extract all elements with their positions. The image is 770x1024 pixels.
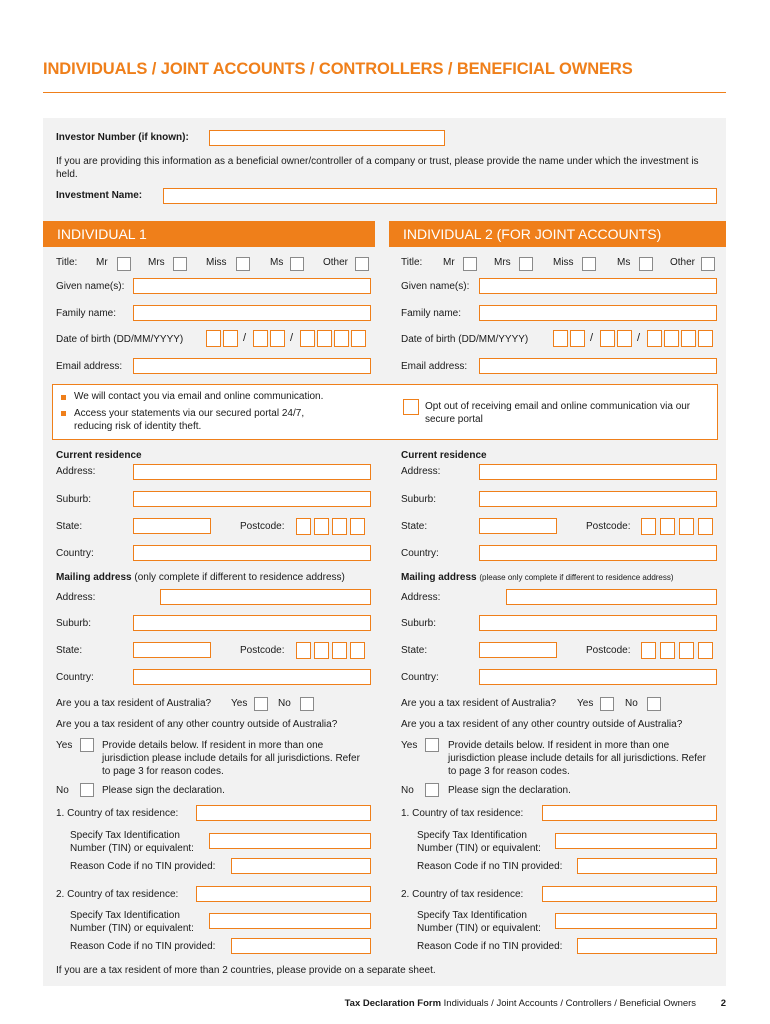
mr-checkbox-2[interactable] — [463, 257, 477, 271]
state-label-2: State: — [401, 521, 428, 532]
country-tax-input-1-2[interactable] — [196, 886, 371, 902]
page-title: INDIVIDUALS / JOINT ACCOUNTS / CONTROLLERS / BENEFICIAL OWNERS — [43, 60, 633, 78]
mailing-title-2: Mailing address — [401, 572, 477, 583]
mailing-title-1: Mailing address — [56, 572, 132, 583]
title-label-2: Title: — [401, 257, 423, 268]
dob-year-1-digit-3[interactable] — [334, 330, 349, 347]
mailing-postcode-2-digit-1[interactable] — [641, 642, 656, 659]
dob-day-2-digit-1[interactable] — [553, 330, 568, 347]
tax-aus-no-label-2: No — [625, 698, 638, 709]
postcode-2-digit-2[interactable] — [660, 518, 675, 535]
provide-details-text-2: Provide details below. If resident in more than one jurisdiction please include details for all jurisdictions. Refer to page 3 for reason codes. — [448, 740, 706, 777]
dob-year-1-digit-2[interactable] — [317, 330, 332, 347]
postcode-label-2: Postcode: — [586, 521, 631, 532]
mailing-postcode-2-digit-2[interactable] — [660, 642, 675, 659]
email-label-2: Email address: — [401, 361, 468, 372]
mrs-label-1: Mrs — [148, 257, 165, 268]
tax-aus-no-checkbox-1[interactable] — [300, 697, 314, 711]
tin-input-2-2[interactable] — [555, 913, 717, 929]
mailing-country-label-2: Country: — [401, 672, 439, 683]
mailing-country-input-1[interactable] — [133, 669, 371, 685]
dob-year-2-digit-4[interactable] — [698, 330, 713, 347]
mailing-postcode-1-digit-3[interactable] — [332, 642, 347, 659]
tax-other-no-label-1: No — [56, 785, 69, 796]
reason-label-1-1: Reason Code if no TIN provided: — [70, 861, 216, 872]
separate-sheet-note: If you are a tax resident of more than 2 countries, please provide on a separate sheet. — [56, 965, 436, 976]
country-tax-input-1-1[interactable] — [196, 805, 371, 821]
investment-name-input[interactable] — [163, 188, 717, 204]
provide-details-text-1: Provide details below. If resident in more than one jurisdiction please include details for all jurisdictions. Refer to page 3 for reason codes. — [102, 740, 360, 777]
address-label-2: Address: — [401, 466, 441, 477]
mailing-state-input-1[interactable] — [133, 642, 211, 658]
bullet-icon-1 — [61, 395, 66, 400]
tax-other-no-checkbox-1[interactable] — [80, 783, 94, 797]
mr-label-2: Mr — [443, 257, 455, 268]
tax-aus-yes-checkbox-1[interactable] — [254, 697, 268, 711]
title-label-1: Title: — [56, 257, 78, 268]
dob-day-1-digit-2[interactable] — [223, 330, 238, 347]
mr-label-1: Mr — [96, 257, 108, 268]
reason-input-1-2[interactable] — [231, 938, 371, 954]
mailing-suburb-input-2[interactable] — [479, 615, 717, 631]
mailing-heading-2 — [401, 572, 674, 583]
footer-form-title: Tax Declaration Form — [344, 998, 442, 1009]
reason-label-2-1: Reason Code if no TIN provided: — [417, 861, 563, 872]
dob-year-2-digit-3[interactable] — [681, 330, 696, 347]
mailing-postcode-2-digit-3[interactable] — [679, 642, 694, 659]
ms-label-2: Ms — [617, 257, 631, 268]
mailing-heading-1 — [56, 572, 345, 583]
dob-month-1-digit-2[interactable] — [270, 330, 285, 347]
state-input-1[interactable] — [133, 518, 211, 534]
postcode-1-digit-4[interactable] — [350, 518, 365, 535]
reason-label-2-2: Reason Code if no TIN provided: — [417, 941, 563, 952]
miss-checkbox-1[interactable] — [236, 257, 250, 271]
family-name-label-1: Family name: — [56, 308, 117, 319]
mailing-postcode-2-digit-4[interactable] — [698, 642, 713, 659]
family-name-input-2[interactable] — [479, 305, 717, 321]
email-input-2[interactable] — [479, 358, 717, 374]
dob-month-2-digit-1[interactable] — [600, 330, 615, 347]
mrs-checkbox-2[interactable] — [519, 257, 533, 271]
mailing-postcode-1-digit-4[interactable] — [350, 642, 365, 659]
mailing-state-input-2[interactable] — [479, 642, 557, 658]
opt-out-checkbox[interactable] — [403, 399, 419, 415]
mailing-suburb-input-1[interactable] — [133, 615, 371, 631]
mailing-address-label-2: Address: — [401, 592, 441, 603]
dob-year-1-digit-4[interactable] — [351, 330, 366, 347]
dob-slash-2a: / — [590, 332, 594, 344]
miss-checkbox-2[interactable] — [582, 257, 596, 271]
suburb-label-2: Suburb: — [401, 494, 437, 505]
sign-declaration-text-1: Please sign the declaration. — [102, 785, 225, 796]
current-residence-heading-1: Current residence — [56, 450, 142, 461]
given-name-label-2: Given name(s): — [401, 281, 470, 292]
mailing-note-1: (only complete if different to residence address) — [134, 572, 345, 583]
dob-year-2-digit-1[interactable] — [647, 330, 662, 347]
family-name-input-1[interactable] — [133, 305, 371, 321]
reason-input-2-1[interactable] — [577, 858, 717, 874]
beneficial-owner-note: If you are providing this information as a beneficial owner/controller of a company or trust, please provide the name under which the investment is held. — [56, 156, 699, 180]
postcode-1-digit-3[interactable] — [332, 518, 347, 535]
postcode-2-digit-3[interactable] — [679, 518, 694, 535]
mailing-address-input-2[interactable] — [506, 589, 717, 605]
suburb-input-1[interactable] — [133, 491, 371, 507]
other-label-1: Other — [323, 257, 349, 268]
tax-aus-yes-label-2: Yes — [577, 698, 594, 709]
other-checkbox-1[interactable] — [355, 257, 369, 271]
mailing-state-label-1: State: — [56, 645, 83, 656]
other-checkbox-2[interactable] — [701, 257, 715, 271]
address-label-1: Address: — [56, 466, 96, 477]
country-tax-label-1-1: 1. Country of tax residence: — [56, 808, 179, 819]
tax-aus-yes-label-1: Yes — [231, 698, 248, 709]
mailing-postcode-label-1: Postcode: — [240, 645, 285, 656]
tax-other-no-checkbox-2[interactable] — [425, 783, 439, 797]
dob-month-2-digit-2[interactable] — [617, 330, 632, 347]
dob-label-1: Date of birth (DD/MM/YYYY) — [56, 334, 184, 345]
tax-other-yes-label-2: Yes — [401, 740, 418, 751]
investor-number-input[interactable] — [209, 130, 445, 146]
sign-declaration-text-2: Please sign the declaration. — [448, 785, 571, 796]
mailing-postcode-1-digit-1[interactable] — [296, 642, 311, 659]
tin-label-2-2: Specify Tax Identification Number (TIN) or equivalent: — [417, 910, 541, 934]
tin-input-1-1[interactable] — [209, 833, 371, 849]
suburb-input-2[interactable] — [479, 491, 717, 507]
dob-slash-1a: / — [243, 332, 247, 344]
miss-label-1: Miss — [206, 257, 227, 268]
tax-other-question-2: Are you a tax resident of any other country outside of Australia? — [401, 719, 683, 730]
reason-label-1-2: Reason Code if no TIN provided: — [70, 941, 216, 952]
family-name-label-2: Family name: — [401, 308, 462, 319]
tin-label-2-1: Specify Tax Identification Number (TIN) or equivalent: — [417, 830, 541, 854]
mailing-postcode-label-2: Postcode: — [586, 645, 631, 656]
ms-checkbox-1[interactable] — [290, 257, 304, 271]
page-footer — [345, 998, 726, 1009]
individual-2-header: INDIVIDUAL 2 (FOR JOINT ACCOUNTS) — [389, 221, 726, 247]
ms-checkbox-2[interactable] — [639, 257, 653, 271]
individual-1-header: INDIVIDUAL 1 — [43, 221, 375, 247]
dob-slash-1b: / — [290, 332, 294, 344]
notice-bullet-2: Access your statements via our secured portal 24/7, reducing risk of identity theft. — [74, 408, 305, 432]
country-tax-label-1-2: 2. Country of tax residence: — [56, 889, 179, 900]
bullet-icon-2 — [61, 411, 66, 416]
country-label-2: Country: — [401, 548, 439, 559]
tax-aus-question-2: Are you a tax resident of Australia? — [401, 698, 557, 709]
postcode-2-digit-1[interactable] — [641, 518, 656, 535]
postcode-1-digit-1[interactable] — [296, 518, 311, 535]
title-divider — [43, 92, 726, 93]
dob-label-2: Date of birth (DD/MM/YYYY) — [401, 334, 529, 345]
postcode-1-digit-2[interactable] — [314, 518, 329, 535]
tax-other-yes-checkbox-2[interactable] — [425, 738, 439, 752]
mailing-country-label-1: Country: — [56, 672, 94, 683]
reason-input-1-1[interactable] — [231, 858, 371, 874]
notice-bullet-1: We will contact you via email and online communication. — [74, 391, 324, 402]
mailing-suburb-label-2: Suburb: — [401, 618, 437, 629]
state-label-1: State: — [56, 521, 83, 532]
mrs-label-2: Mrs — [494, 257, 511, 268]
ms-label-1: Ms — [270, 257, 284, 268]
address-input-1[interactable] — [133, 464, 371, 480]
postcode-2-digit-4[interactable] — [698, 518, 713, 535]
tin-input-2-1[interactable] — [555, 833, 717, 849]
country-input-2[interactable] — [479, 545, 717, 561]
country-tax-input-2-2[interactable] — [542, 886, 717, 902]
country-input-1[interactable] — [133, 545, 371, 561]
country-tax-input-2-1[interactable] — [542, 805, 717, 821]
opt-out-label: Opt out of receiving email and online communication via our secure portal — [425, 401, 691, 425]
state-input-2[interactable] — [479, 518, 557, 534]
country-label-1: Country: — [56, 548, 94, 559]
mr-checkbox-1[interactable] — [117, 257, 131, 271]
given-name-input-1[interactable] — [133, 278, 371, 294]
country-tax-label-2-2: 2. Country of tax residence: — [401, 889, 524, 900]
mailing-address-label-1: Address: — [56, 592, 96, 603]
tin-label-1-2: Specify Tax Identification Number (TIN) or equivalent: — [70, 910, 194, 934]
dob-year-2-digit-2[interactable] — [664, 330, 679, 347]
country-tax-label-2-1: 1. Country of tax residence: — [401, 808, 524, 819]
dob-day-1-digit-1[interactable] — [206, 330, 221, 347]
mailing-note-2: (please only complete if different to residence address) — [479, 573, 674, 582]
dob-slash-2b: / — [637, 332, 641, 344]
dob-year-1-digit-1[interactable] — [300, 330, 315, 347]
tin-input-1-2[interactable] — [209, 913, 371, 929]
tax-other-yes-label-1: Yes — [56, 740, 73, 751]
mailing-address-input-1[interactable] — [160, 589, 371, 605]
given-name-input-2[interactable] — [479, 278, 717, 294]
dob-day-2-digit-2[interactable] — [570, 330, 585, 347]
mailing-postcode-1-digit-2[interactable] — [314, 642, 329, 659]
investor-number-label: Investor Number (if known): — [56, 132, 189, 143]
mrs-checkbox-1[interactable] — [173, 257, 187, 271]
dob-month-1-digit-1[interactable] — [253, 330, 268, 347]
address-input-2[interactable] — [479, 464, 717, 480]
postcode-label-1: Postcode: — [240, 521, 285, 532]
reason-input-2-2[interactable] — [577, 938, 717, 954]
mailing-state-label-2: State: — [401, 645, 428, 656]
tin-label-1-1: Specify Tax Identification Number (TIN) or equivalent: — [70, 830, 194, 854]
email-input-1[interactable] — [133, 358, 371, 374]
footer-form-subtitle: Individuals / Joint Accounts / Controllers / Beneficial Owners — [441, 998, 697, 1009]
tax-aus-question-1: Are you a tax resident of Australia? — [56, 698, 212, 709]
other-label-2: Other — [670, 257, 696, 268]
miss-label-2: Miss — [553, 257, 574, 268]
tax-aus-yes-checkbox-2[interactable] — [600, 697, 614, 711]
page-number: 2 — [720, 998, 726, 1009]
tax-aus-no-checkbox-2[interactable] — [647, 697, 661, 711]
tax-aus-no-label-1: No — [278, 698, 291, 709]
tax-other-question-1: Are you a tax resident of any other country outside of Australia? — [56, 719, 338, 730]
current-residence-heading-2: Current residence — [401, 450, 487, 461]
tax-other-no-label-2: No — [401, 785, 414, 796]
mailing-country-input-2[interactable] — [479, 669, 717, 685]
email-label-1: Email address: — [56, 361, 123, 372]
mailing-suburb-label-1: Suburb: — [56, 618, 92, 629]
given-name-label-1: Given name(s): — [56, 281, 125, 292]
tax-other-yes-checkbox-1[interactable] — [80, 738, 94, 752]
suburb-label-1: Suburb: — [56, 494, 92, 505]
investment-name-label: Investment Name: — [56, 190, 143, 201]
